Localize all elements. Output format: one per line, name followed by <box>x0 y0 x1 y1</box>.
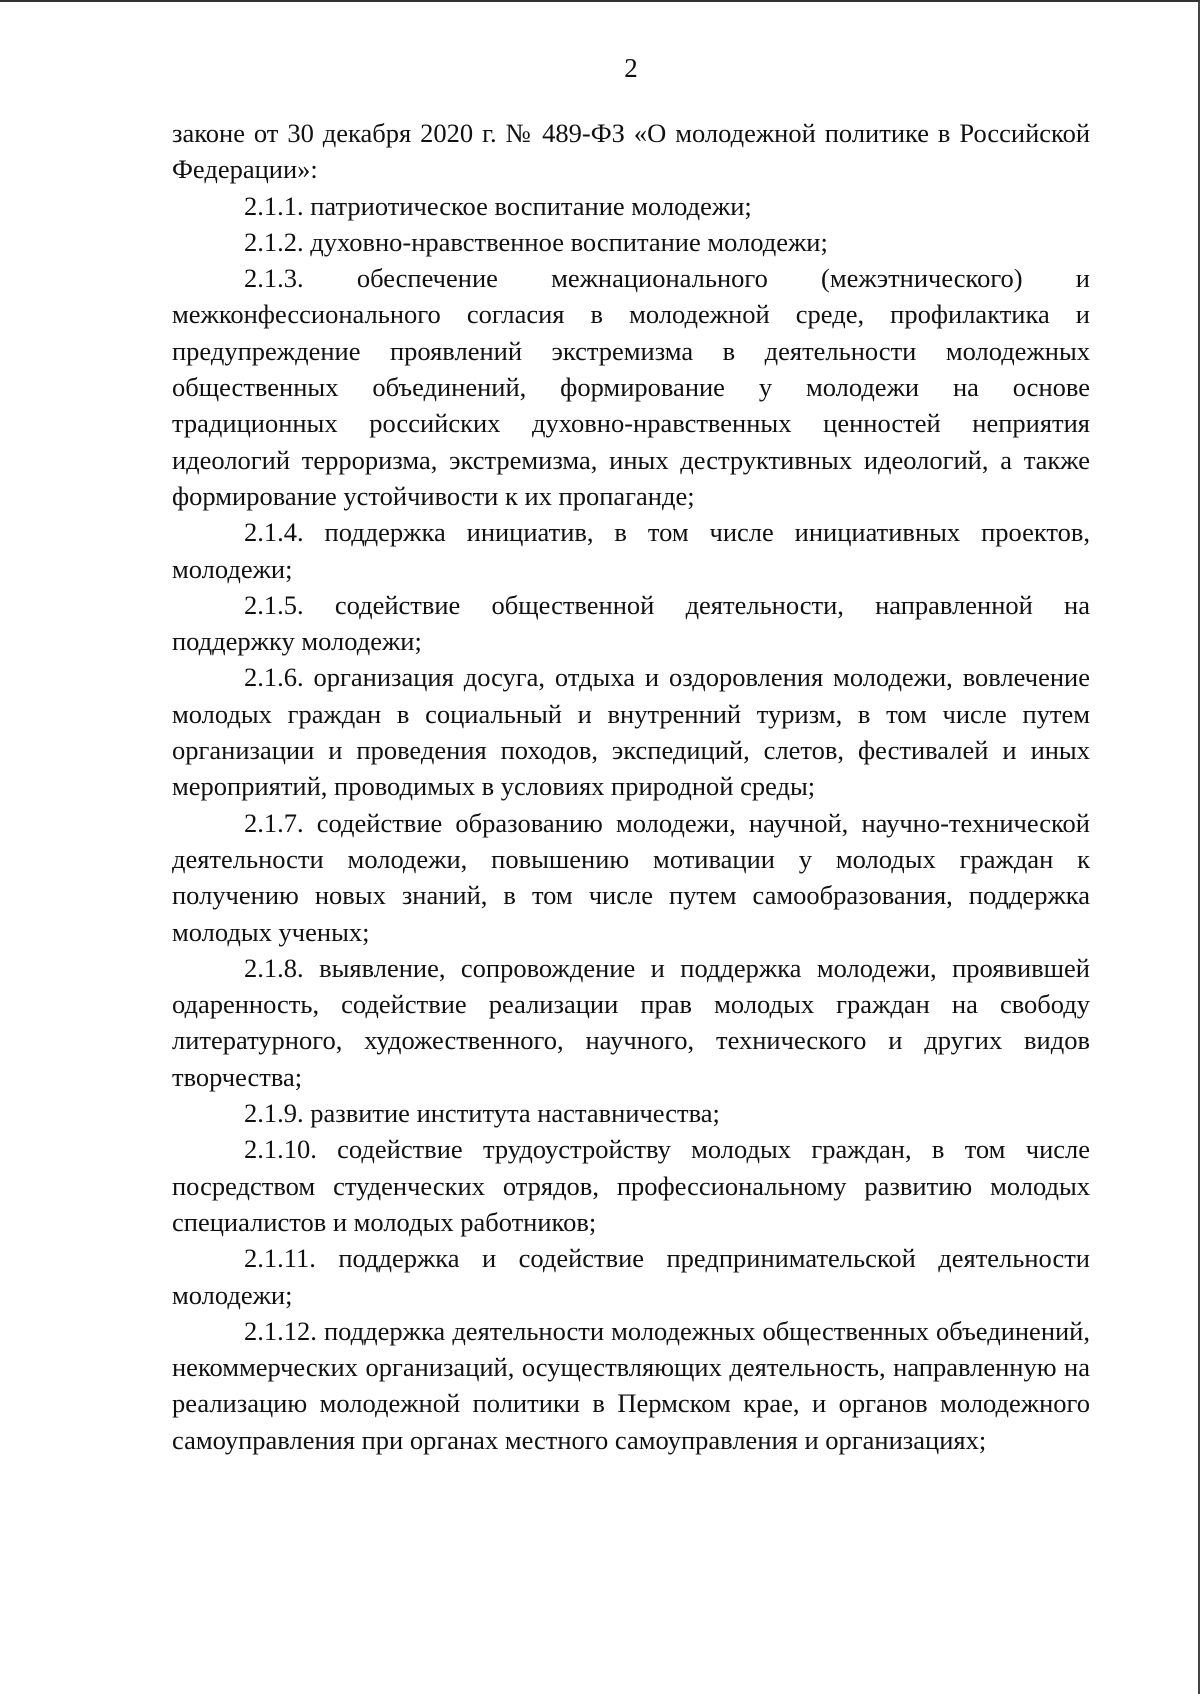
paragraph-2-1-5: 2.1.5. содействие общественной деятельности, направленной на поддержку молодежи; <box>172 589 1090 657</box>
paragraph-2-1-6: 2.1.6. организация досуга, отдыха и оздоровления молодежи, вовлечение молодых граждан в социальный и внутренний туризм, в том числе путем организации и проведения походов, экспедиций, слетов, фестивалей и иных мероприятий, проводимых в условиях природной среды; <box>172 662 1090 802</box>
paragraph-2-1-1: 2.1.1. патриотическое воспитание молодежи; <box>244 190 752 221</box>
paragraph-2-1-12: 2.1.12. поддержка деятельности молодежных общественных объединений, некоммерческих организаций, осуществляющих деятельность, направленную на реализацию молодежной политики в Пермском крае, и органов молодежного самоуправления при органах местного самоуправления и организациях; <box>172 1315 1090 1455</box>
page-number: 2 <box>624 53 638 83</box>
paragraph-2-1-10: 2.1.10. содействие трудоустройству молодых граждан, в том числе посредством студенческих отрядов, профессиональному развитию молодых специалистов и молодых работников; <box>172 1134 1090 1237</box>
paragraph-2-1-4: 2.1.4. поддержка инициатив, в том числе инициативных проектов, молодежи; <box>172 517 1090 584</box>
paragraph-2-1-11: 2.1.11. поддержка и содействие предпринимательской деятельности молодежи; <box>172 1243 1090 1310</box>
paragraph-2-1-2: 2.1.2. духовно-нравственное воспитание молодежи; <box>244 226 828 257</box>
document-body <box>172 115 1090 1458</box>
paragraph-2-1-9: 2.1.9. развитие института наставничества; <box>244 1098 720 1129</box>
paragraph-intro: законе от 30 декабря 2020 г. № 489-ФЗ «О молодежной политике в Российской Федерации»: <box>172 118 1090 185</box>
paragraph-2-1-8: 2.1.8. выявление, сопровождение и поддержка молодежи, проявившей одаренность, содействие реализации прав молодых граждан на свободу литературного, художественного, научного, технического и других видов творчества; <box>172 952 1090 1092</box>
paragraph-2-1-3: 2.1.3. обеспечение межнационального (межэтнического) и межконфессионального согласия в молодежной среде, профилактика и предупреждение проявлений экстремизма в деятельности молодежных общественных объединений, формирование у молодежи на основе традиционных российских духовно-нравственных ценностей неприятия идеологий терроризма, экстремизма, иных деструктивных идеологий, а также формирование устойчивости к их пропаганде; <box>172 263 1090 511</box>
paragraph-2-1-7: 2.1.7. содействие образованию молодежи, научной, научно-технической деятельности молодежи, повышению мотивации у молодых граждан к получению новых знаний, в том числе путем самообразования, поддержка молодых ученых; <box>172 807 1090 947</box>
